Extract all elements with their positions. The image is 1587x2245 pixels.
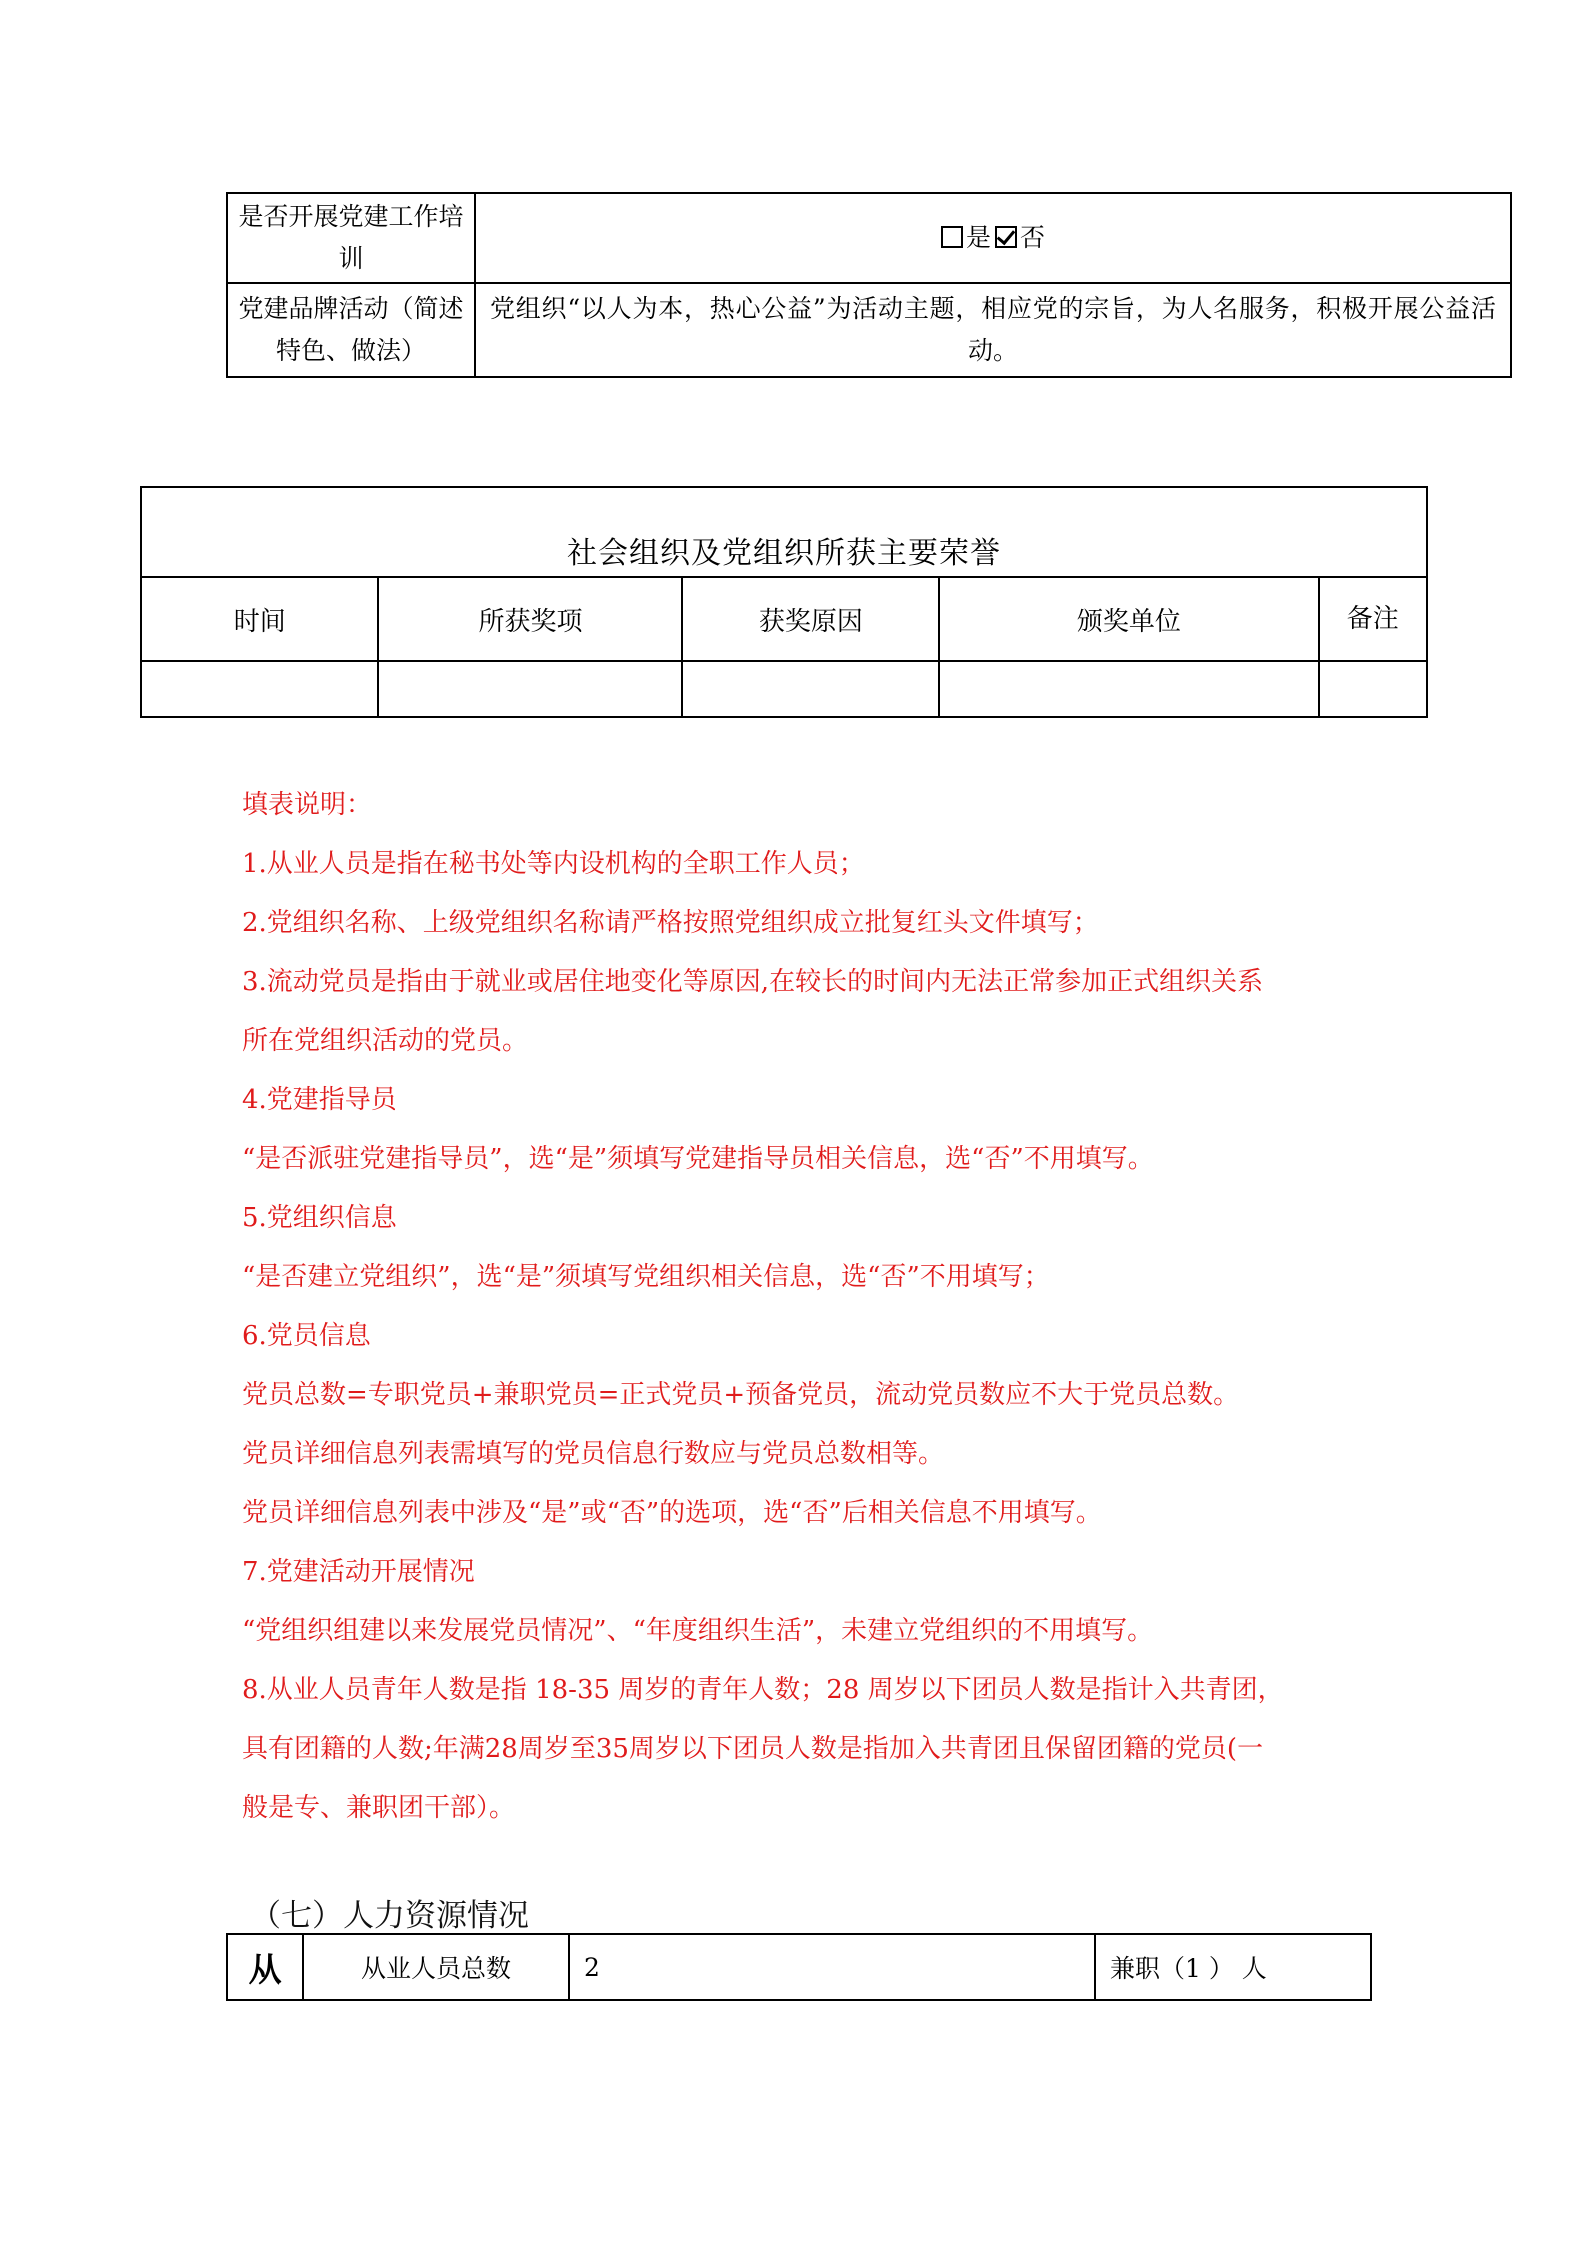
staff-total-value[interactable]: 2 bbox=[569, 1934, 1095, 2000]
instruction-line: 所在党组织活动的党员。 bbox=[242, 1026, 529, 1056]
checkbox-yes[interactable] bbox=[941, 226, 963, 248]
instruction-line: “是否建立党组织”，选“是”须填写党组织相关信息，选“否”不用填写； bbox=[242, 1262, 1050, 1292]
form-instructions bbox=[242, 784, 1382, 1846]
party-training-table bbox=[226, 192, 1512, 378]
instruction-line: 7.党建活动开展情况 bbox=[242, 1557, 475, 1587]
parttime-count[interactable]: 兼职（1 ） 人 bbox=[1095, 1934, 1371, 2000]
instruction-line: 6.党员信息 bbox=[242, 1321, 371, 1351]
hr-row bbox=[227, 1934, 1371, 2000]
honors-table bbox=[140, 486, 1428, 718]
instruction-line: 1.从业人员是指在秘书处等内设机构的全职工作人员； bbox=[242, 849, 865, 879]
instruction-line: 般是专、兼职团干部）。 bbox=[242, 1793, 516, 1823]
option-yes-label: 是 bbox=[965, 223, 991, 252]
cell-time[interactable] bbox=[141, 661, 378, 717]
instruction-line: “是否派驻党建指导员”，选“是”须填写党建指导员相关信息，选“否”不用填写。 bbox=[242, 1144, 1154, 1174]
training-label: 是否开展党建工作培训 bbox=[227, 193, 475, 283]
honors-title: 社会组织及党组织所获主要荣誉 bbox=[141, 487, 1427, 577]
honors-title-row bbox=[141, 487, 1427, 577]
brand-activity-row bbox=[227, 283, 1511, 377]
instruction-line: 党员总数=专职党员+兼职党员=正式党员+预备党员，流动党员数应不大于党员总数。 bbox=[242, 1380, 1240, 1410]
instruction-line: 党员详细信息列表需填写的党员信息行数应与党员总数相等。 bbox=[242, 1439, 945, 1469]
honors-header-row bbox=[141, 577, 1427, 661]
training-options bbox=[475, 193, 1511, 283]
checkbox-no-checked[interactable] bbox=[995, 226, 1017, 248]
brand-activity-label: 党建品牌活动（简述特色、做法） bbox=[227, 283, 475, 377]
section-heading-hr: （七）人力资源情况 bbox=[250, 1898, 529, 1934]
instruction-line: 4.党建指导员 bbox=[242, 1085, 397, 1115]
instruction-line: 2.党组织名称、上级党组织名称请严格按照党组织成立批复红头文件填写； bbox=[242, 908, 1099, 938]
instructions-heading: 填表说明： bbox=[242, 790, 373, 820]
honors-empty-row bbox=[141, 661, 1427, 717]
instruction-line: 8.从业人员青年人数是指 18-35 周岁的青年人数；28 周岁以下团员人数是指计入共青团， bbox=[242, 1675, 1284, 1705]
instruction-line: 5.党组织信息 bbox=[242, 1203, 397, 1233]
staff-total-label: 从业人员总数 bbox=[303, 1934, 569, 2000]
cell-reason[interactable] bbox=[682, 661, 939, 717]
instruction-line: 3.流动党员是指由于就业或居住地变化等原因,在较长的时间内无法正常参加正式组织关系 bbox=[242, 967, 1264, 997]
header-time: 时间 bbox=[141, 577, 378, 661]
cell-award[interactable] bbox=[378, 661, 682, 717]
header-reason: 获奖原因 bbox=[682, 577, 939, 661]
brand-activity-value: 党组织“以人为本，热心公益”为活动主题，相应党的宗旨，为人名服务，积极开展公益活动。 bbox=[475, 283, 1511, 377]
header-remarks: 备注 bbox=[1319, 577, 1427, 661]
cell-remarks[interactable] bbox=[1319, 661, 1427, 717]
header-award: 所获奖项 bbox=[378, 577, 682, 661]
instruction-line: 党员详细信息列表中涉及“是”或“否”的选项，选“否”后相关信息不用填写。 bbox=[242, 1498, 1102, 1528]
header-issuer: 颁奖单位 bbox=[939, 577, 1318, 661]
instruction-line: 具有团籍的人数;年满28周岁至35周岁以下团员人数是指加入共青团且保留团籍的党员(一 bbox=[242, 1734, 1264, 1764]
cell-issuer[interactable] bbox=[939, 661, 1318, 717]
training-row bbox=[227, 193, 1511, 283]
instruction-line: “党组织组建以来发展党员情况”、“年度组织生活”，未建立党组织的不用填写。 bbox=[242, 1616, 1154, 1646]
hr-row-marker: 从 bbox=[227, 1934, 303, 2000]
option-no-label: 否 bbox=[1020, 223, 1046, 252]
hr-table bbox=[226, 1933, 1372, 2001]
